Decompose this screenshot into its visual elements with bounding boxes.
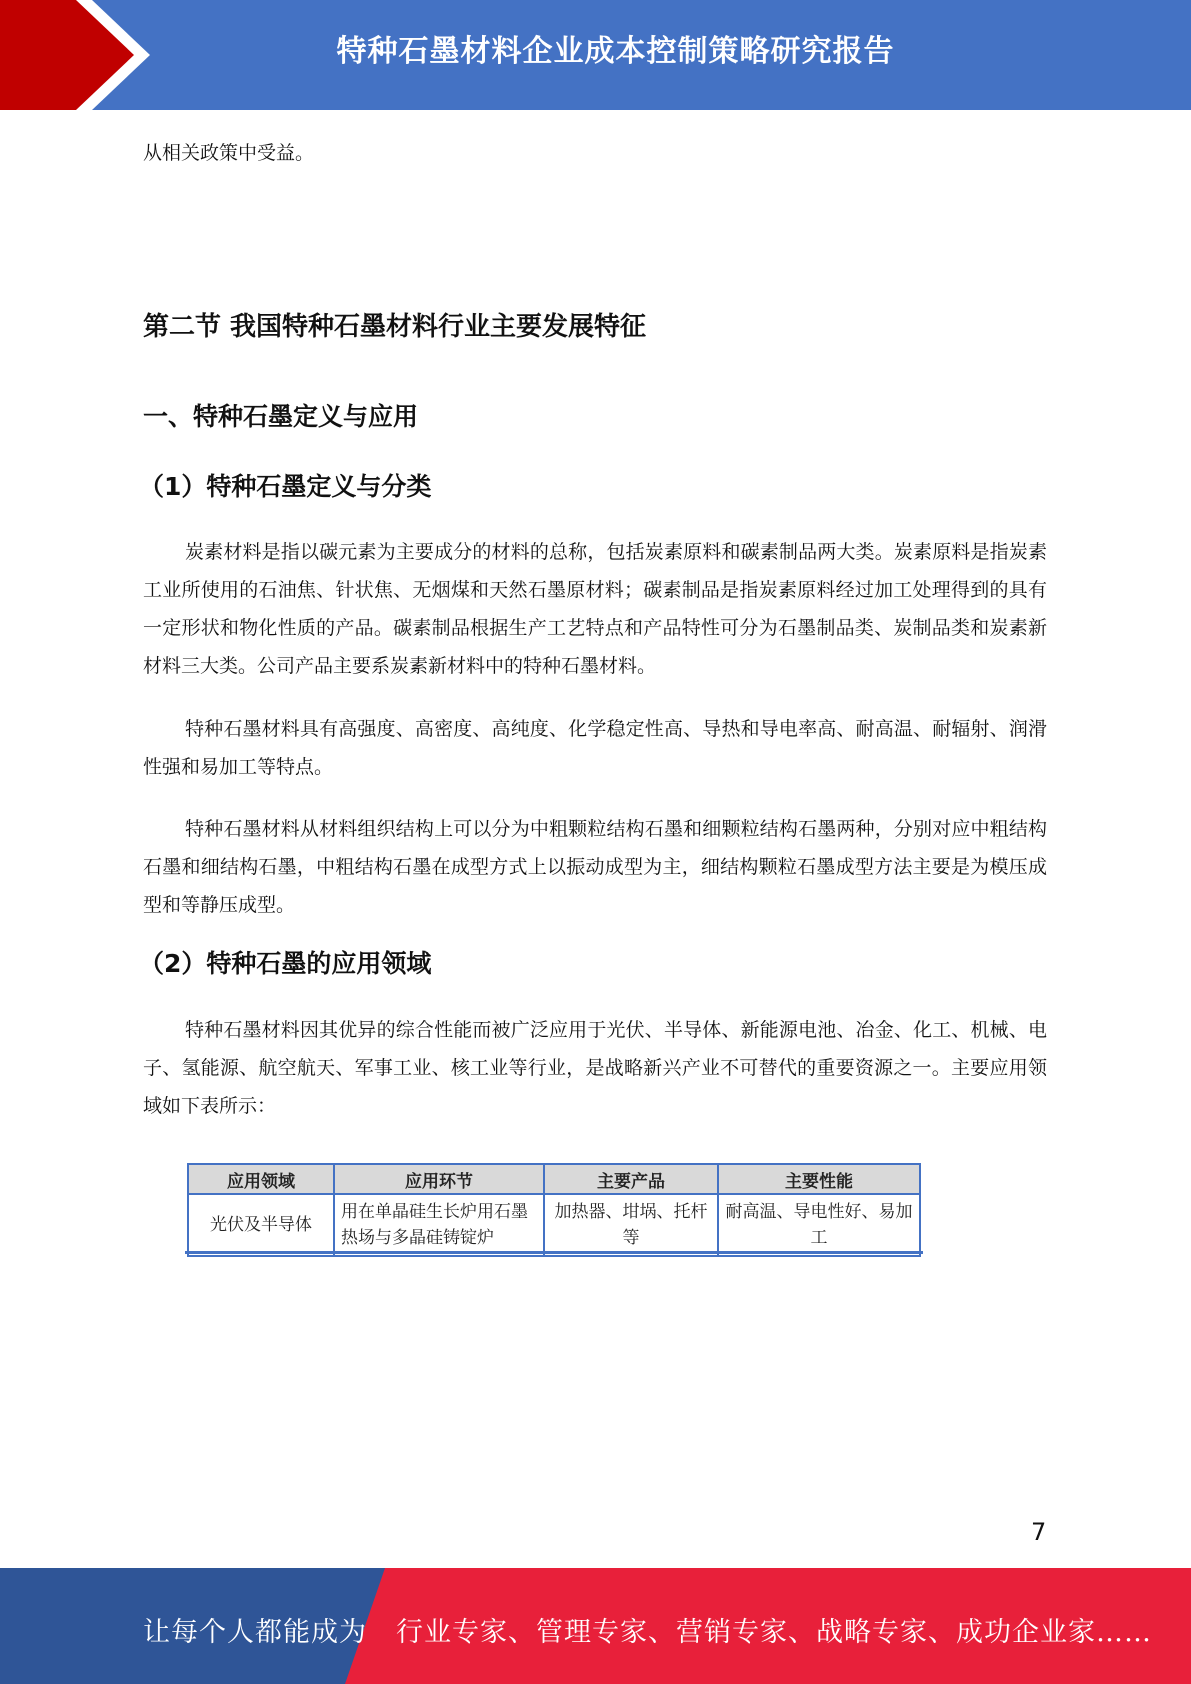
paragraph-carbon-materials: 炭素材料是指以碳元素为主要成分的材料的总称，包括炭素原料和碳素制品两大类。炭素原料是指炭素工业所使用的石油焦、针状焦、无烟煤和天然石墨原材料；碳素制品是指炭素原料经过加工处理得到的具有一定形状和物化性质的产品。碳素制品根据生产工艺特点和产品特性可分为石墨制品类、炭制品类和炭素新材料三大类。公司产品主要系炭素新材料中的特种石墨材料。 (143, 541, 1047, 677)
table-header-cell: 应用领域 (188, 1164, 334, 1194)
table-row (188, 1194, 920, 1256)
table-cell: 光伏及半导体 (188, 1194, 334, 1256)
paragraph-structure: 特种石墨材料从材料组织结构上可以分为中粗颗粒结构石墨和细颗粒结构石墨两种，分别对应中粗结构石墨和细结构石墨，中粗结构石墨在成型方式上以振动成型为主，细结构颗粒石墨成型方法主要是为模压成型和等静压成型。 (143, 818, 1047, 916)
table-bottom-rule (185, 1251, 923, 1254)
paragraph-applications: 特种石墨材料因其优异的综合性能而被广泛应用于光伏、半导体、新能源电池、冶金、化工、机械、电子、氢能源、航空航天、军事工业、核工业等行业，是战略新兴产业不可替代的重要资源之一。主要应用领域如下表所示： (143, 1019, 1047, 1117)
table-cell: 用在单晶硅生长炉用石墨热场与多晶硅铸锭炉 (334, 1194, 544, 1256)
table-header-cell: 应用环节 (334, 1164, 544, 1194)
page-footer (0, 1568, 1191, 1684)
footer-slogan-left: 让每个人都能成为 (143, 1617, 367, 1648)
page-number: 7 (1031, 1518, 1047, 1546)
table-header-cell: 主要性能 (718, 1164, 920, 1194)
page-header (0, 0, 1191, 110)
subsection-heading: 一、特种石墨定义与应用 (143, 402, 419, 431)
paragraph-properties: 特种石墨材料具有高强度、高密度、高纯度、化学稳定性高、导热和导电率高、耐高温、耐辐射、润滑性强和易加工等特点。 (143, 718, 1047, 778)
application-table (187, 1163, 921, 1257)
table-cell: 加热器、坩埚、托杆等 (544, 1194, 718, 1256)
subsubsection-heading-applications: （2）特种石墨的应用领域 (139, 949, 432, 978)
section-heading: 第二节 我国特种石墨材料行业主要发展特征 (143, 312, 647, 342)
table-header-cell: 主要产品 (544, 1164, 718, 1194)
table-header-row (188, 1164, 920, 1194)
footer-slogan-right: 行业专家、管理专家、营销专家、战略专家、成功企业家…… (396, 1617, 1152, 1648)
report-title: 特种石墨材料企业成本控制策略研究报告 (336, 34, 895, 69)
table-cell: 耐高温、导电性好、易加工 (718, 1194, 920, 1256)
subsubsection-heading-definition: （1）特种石墨定义与分类 (139, 472, 432, 501)
intro-tail-text: 从相关政策中受益。 (143, 142, 315, 164)
